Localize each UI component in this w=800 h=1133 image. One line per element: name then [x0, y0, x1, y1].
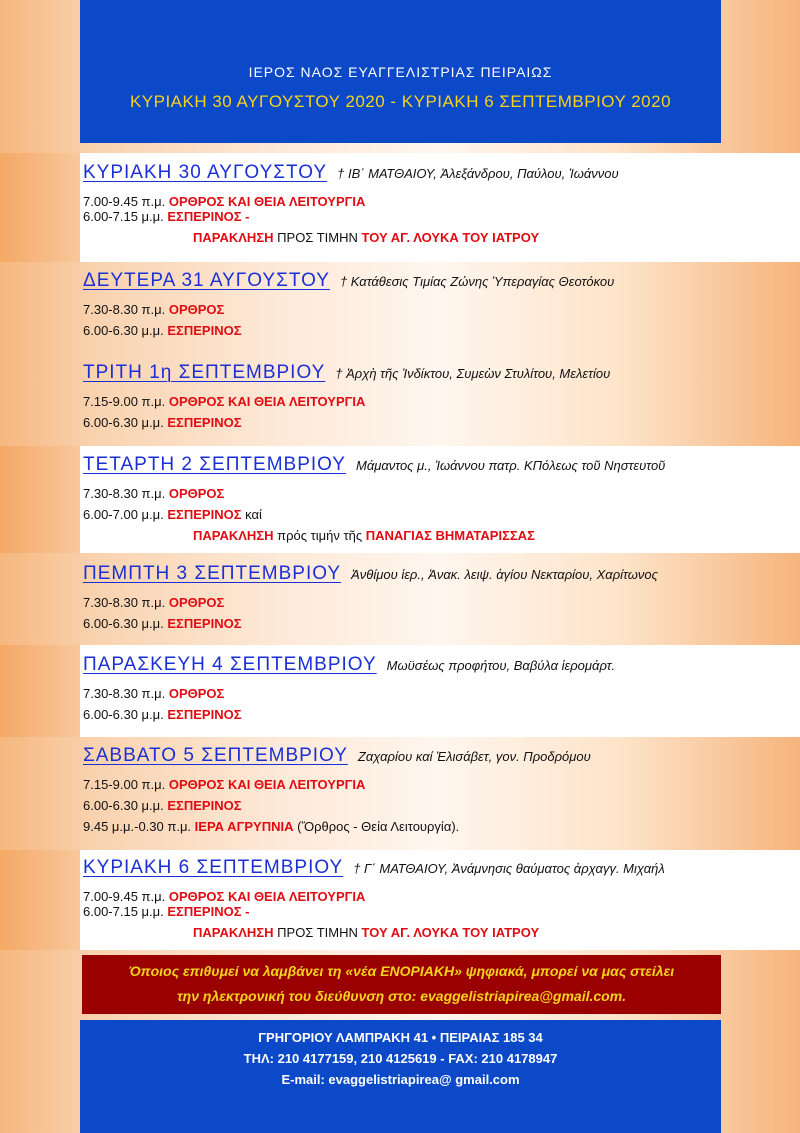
service-line [83, 415, 783, 436]
service-time: 6.00-6.30 μ.μ. [83, 707, 164, 722]
service-text: πρός τιμήν τῆς [277, 528, 363, 543]
service-name: ΠΑΡΑΚΛΗΣΗ [193, 925, 274, 940]
service-name: ΟΡΘΡΟΣ ΚΑΙ ΘΕΙΑ ΛΕΙΤΟΥΡΓΙΑ [168, 394, 366, 409]
feast-text: † Ἀρχὴ τῆς Ἰνδίκτου, Συμεὼν Στυλίτου, Μελετίου [335, 366, 611, 381]
service-name: ΤΟΥ ΑΓ. ΛΟΥΚΑ ΤΟΥ ΙΑΤΡΟΥ [361, 925, 540, 940]
service-time: 7.00-9.45 π.μ. [83, 889, 166, 904]
day-name-link[interactable]: ΠΑΡΑΣΚΕΥΗ 4 ΣΕΠΤΕΜΒΡΙΟΥ [83, 654, 377, 675]
service-line [83, 798, 783, 819]
day-name-link[interactable]: ΤΕΤΑΡΤΗ 2 ΣΕΠΤΕΜΒΡΙΟΥ [83, 454, 346, 475]
service-text: ΠΡΟΣ ΤΙΜΗΝ [277, 230, 358, 245]
service-text: (Ὄρθρος - Θεία Λειτουργία). [297, 819, 460, 834]
newsletter-notice [82, 955, 721, 1014]
day-section-thursday-3 [83, 563, 783, 637]
service-name: ΟΡΘΡΟΣ ΚΑΙ ΘΕΙΑ ΛΕΙΤΟΥΡΓΙΑ [168, 194, 366, 209]
service-name: ΕΣΠΕΡΙΝΟΣ [167, 507, 242, 522]
service-time: 6.00-6.30 μ.μ. [83, 415, 164, 430]
notice-line-2[interactable]: την ηλεκτρονική του διεύθυνση στο: evaggelistriapirea@gmail.com. [176, 988, 627, 1004]
day-name-link[interactable]: ΠΕΜΠΤΗ 3 ΣΕΠΤΕΜΒΡΙΟΥ [83, 563, 342, 584]
service-line [83, 904, 783, 925]
day-section-monday-31 [83, 270, 783, 344]
service-line [83, 925, 783, 946]
service-time: 7.30-8.30 π.μ. [83, 302, 166, 317]
day-section-sunday-6 [83, 857, 783, 946]
header-panel [80, 0, 721, 143]
service-line [83, 486, 783, 507]
feast-text: † Γ΄ ΜΑΤΘΑΙΟΥ, Ἀνάμνησις θαύματος ἀρχαγγ. Μιχαήλ [353, 861, 665, 876]
service-time: 7.15-9.00 π.μ. [83, 777, 166, 792]
service-line [83, 707, 783, 728]
phone-text: ΤΗΛ: 210 4177159, 210 4125619 - FAX: 210 4178947 [243, 1051, 558, 1066]
service-name: ΕΣΠΕΡΙΝΟΣ [167, 415, 242, 430]
background-left-strip [0, 645, 80, 737]
day-section-tuesday-1 [83, 362, 783, 436]
feast-text: † Κατάθεσις Τιμίας Ζώνης Ὑπεραγίας Θεοτόκου [339, 274, 615, 289]
service-name: ΟΡΘΡΟΣ ΚΑΙ ΘΕΙΑ ΛΕΙΤΟΥΡΓΙΑ [168, 889, 366, 904]
service-name: ΟΡΘΡΟΣ [168, 595, 225, 610]
feast-text: Ζαχαρίου καί Ἐλισάβετ, γον. Προδρόμου [357, 749, 591, 764]
day-section-friday-4 [83, 654, 783, 728]
service-name: ΙΕΡΑ ΑΓΡΥΠΝΙΑ [194, 819, 294, 834]
service-name: ΤΟΥ ΑΓ. ΛΟΥΚΑ ΤΟΥ ΙΑΤΡΟΥ [361, 230, 540, 245]
service-time: 6.00-6.30 μ.μ. [83, 798, 164, 813]
service-line [83, 302, 783, 323]
service-text: καί [245, 507, 262, 522]
service-time: 7.30-8.30 π.μ. [83, 486, 166, 501]
address-text: ΓΡΗΓΟΡΙΟΥ ΛΑΜΠΡΑΚΗ 41 • ΠΕΙΡΑΙΑΣ 185 34 [258, 1030, 543, 1045]
background-left-strip [0, 850, 80, 950]
day-name-link[interactable]: ΔΕΥΤΕΡΑ 31 ΑΥΓΟΥΣΤΟΥ [83, 270, 330, 291]
service-name: ΕΣΠΕΡΙΝΟΣ [167, 323, 242, 338]
email-link[interactable]: E-mail: evaggelistriapirea@ gmail.com [281, 1072, 520, 1087]
service-line [83, 819, 783, 840]
service-name: ΠΑΡΑΚΛΗΣΗ [193, 528, 274, 543]
service-time: 6.00-7.15 μ.μ. [83, 209, 164, 224]
contact-footer [80, 1020, 721, 1133]
service-time: 7.30-8.30 π.μ. [83, 595, 166, 610]
feast-text: Μάμαντος μ., Ἰωάννου πατρ. ΚΠόλεως τοῦ Νηστευτοῦ [355, 458, 666, 473]
service-line [83, 230, 783, 251]
service-line [83, 323, 783, 344]
service-line [83, 686, 783, 707]
day-name-link[interactable]: ΚΥΡΙΑΚΗ 6 ΣΕΠΤΕΜΒΡΙΟΥ [83, 857, 344, 878]
day-name-link[interactable]: ΚΥΡΙΑΚΗ 30 ΑΥΓΟΥΣΤΟΥ [83, 162, 328, 183]
day-section-sunday-30 [83, 162, 783, 251]
church-name: ΙΕΡΟΣ ΝΑΟΣ ΕΥΑΓΓΕΛΙΣΤΡΙΑΣ ΠΕΙΡΑΙΩΣ [248, 64, 553, 80]
service-name: ΕΣΠΕΡΙΝΟΣ [167, 798, 242, 813]
day-section-wednesday-2 [83, 454, 783, 549]
background-left-strip [0, 153, 80, 262]
feast-text: Ἀνθίμου ἱερ., Ἀνακ. λειψ. ἁγίου Νεκταρίου, Χαρίτωνος [351, 567, 658, 582]
day-section-saturday-5 [83, 745, 783, 840]
service-name: ΕΣΠΕΡΙΝΟΣ [167, 707, 242, 722]
service-line [83, 507, 783, 528]
day-name-link[interactable]: ΤΡΙΤΗ 1η ΣΕΠΤΕΜΒΡΙΟΥ [83, 362, 326, 383]
service-name: ΠΑΝΑΓΙΑΣ ΒΗΜΑΤΑΡΙΣΣΑΣ [365, 528, 535, 543]
service-line [83, 209, 783, 230]
service-name: ΟΡΘΡΟΣ ΚΑΙ ΘΕΙΑ ΛΕΙΤΟΥΡΓΙΑ [168, 777, 366, 792]
service-name: ΕΣΠΕΡΙΝΟΣ - [167, 904, 250, 919]
service-line [83, 616, 783, 637]
date-range-title: ΚΥΡΙΑΚΗ 30 ΑΥΓΟΥΣΤΟΥ 2020 - ΚΥΡΙΑΚΗ 6 ΣΕΠΤΕΜΒΡΙΟΥ 2020 [129, 92, 672, 111]
service-time: 7.15-9.00 π.μ. [83, 394, 166, 409]
feast-text: Μωϋσέως προφήτου, Βαβύλα ἱερομάρτ. [386, 658, 616, 673]
service-time: 7.30-8.30 π.μ. [83, 686, 166, 701]
service-text: ΠΡΟΣ ΤΙΜΗΝ [277, 925, 358, 940]
service-name: ΟΡΘΡΟΣ [168, 486, 225, 501]
service-time: 6.00-7.15 μ.μ. [83, 904, 164, 919]
service-time: 6.00-6.30 μ.μ. [83, 323, 164, 338]
service-line [83, 394, 783, 415]
service-time: 9.45 μ.μ.-0.30 π.μ. [83, 819, 192, 834]
notice-line-1: Όποιος επιθυμεί να λαμβάνει τη «νέα ΕΝΟΡΙΑΚΗ» ψηφιακά, μπορεί να μας στείλει [128, 963, 675, 979]
service-line [83, 777, 783, 798]
feast-text: † ΙΒ΄ ΜΑΤΘΑΙΟΥ, Ἀλεξάνδρου, Παύλου, Ἰωάννου [337, 166, 619, 181]
background-left-strip [0, 446, 80, 553]
service-line [83, 595, 783, 616]
service-time: 6.00-7.00 μ.μ. [83, 507, 164, 522]
service-name: ΠΑΡΑΚΛΗΣΗ [193, 230, 274, 245]
service-name: ΕΣΠΕΡΙΝΟΣ [167, 616, 242, 631]
service-line [83, 528, 783, 549]
service-time: 7.00-9.45 π.μ. [83, 194, 166, 209]
service-name: ΟΡΘΡΟΣ [168, 302, 225, 317]
service-name: ΕΣΠΕΡΙΝΟΣ - [167, 209, 250, 224]
day-name-link[interactable]: ΣΑΒΒΑΤΟ 5 ΣΕΠΤΕΜΒΡΙΟΥ [83, 745, 348, 766]
service-time: 6.00-6.30 μ.μ. [83, 616, 164, 631]
service-name: ΟΡΘΡΟΣ [168, 686, 225, 701]
